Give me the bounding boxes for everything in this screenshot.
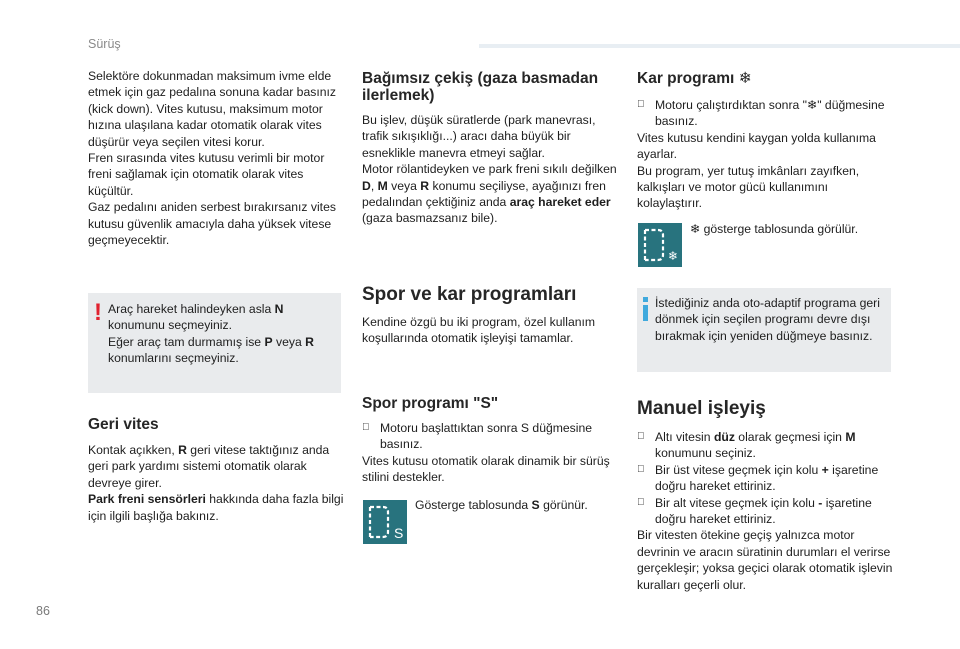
warning-line-1: Araç hareket halindeyken asla N konumunu seçmeyiniz.	[108, 302, 284, 333]
paragraph: Gaz pedalını aniden serbest bırakırsanız vites kutusu güvenlik amacıyla daha yüksek vitese geçmeyecektir.	[88, 200, 336, 248]
list-item: Altı vitesin düz olarak geçmesi için M konumunu seçiniz.	[655, 430, 856, 461]
header-divider-bar	[479, 44, 960, 48]
paragraph: Bu işlev, düşük süratlerde (park manevrası, trafik sıkışıklığı...) aracı daha büyük bir esneklikle manevra etmeyi sağlar.	[362, 113, 596, 160]
creep-text	[362, 112, 620, 227]
sport-display-caption: Gösterge tablosunda S görünür.	[415, 498, 588, 512]
paragraph: Vites kutusu kendini kaygan yolda kullanıma ayarlar.	[637, 130, 876, 162]
manual-mode-text	[637, 429, 895, 593]
snowflake-icon: ❄	[668, 249, 679, 263]
kick-down-text	[88, 68, 346, 248]
list-item: Bir üst vitese geçmek için kolu + işaretine doğru hareket ettiriniz.	[655, 462, 879, 494]
sport-mode-display-icon	[363, 500, 407, 544]
info-icon	[643, 297, 648, 321]
warning-text	[108, 301, 336, 367]
paragraph: Kendine özgü bu iki program, özel kullanım koşullarında otomatik işleyişi tamamlar.	[362, 315, 596, 346]
sport-program-heading: Spor programı "S"	[362, 395, 499, 412]
paragraph: Motor rölantideyken ve park freni sıkılı değilken D, M veya R konumu seçiliyse, ayağınızı fren pedalından çektiğiniz anda araç hareket eder (gaza basmazsanız bile).	[362, 162, 617, 226]
paragraph: Kontak açıkken, R geri vitese taktığınız anda geri park yardımı sistemi otomatik olarak devreye girer.	[88, 443, 330, 490]
snow-mode-display-icon	[638, 223, 682, 267]
sport-program-text	[362, 420, 620, 486]
snow-program-text	[637, 97, 895, 212]
warning-exclamation-icon: !	[94, 299, 102, 326]
snow-display-caption: ❄ gösterge tablosunda görülür.	[690, 222, 859, 236]
info-text: İstediğiniz anda oto-adaptif programa geri dönmek için seçilen programı devre dışı bırakmak için yeniden düğmeye basınız.	[655, 296, 880, 343]
manual-mode-heading: Manuel işleyiş	[637, 398, 766, 419]
warning-box	[88, 293, 341, 393]
reverse-gear-text	[88, 442, 346, 524]
list-item: Bir alt vitese geçmek için kolu - işaretine doğru hareket ettiriniz.	[655, 495, 872, 527]
warning-line-2: Eğer araç tam durmamış ise P veya R konumlarını seçmeyiniz.	[108, 334, 314, 366]
list-item: Motoru başlattıktan sonra S düğmesine basınız.	[380, 421, 593, 452]
reverse-gear-heading: Geri vites	[88, 416, 159, 433]
info-box	[637, 288, 891, 372]
list-item: Motoru çalıştırdıktan sonra "❄" düğmesine basınız.	[655, 98, 885, 129]
programs-text	[362, 314, 620, 347]
sport-mode-letter: S	[394, 525, 404, 541]
paragraph: Selektöre dokunmadan maksimum ivme elde etmek için gaz pedalına sonuna kadar basınız (kick down). Vites kutusu, maksimum motor hızına ulaşılana kadar otomatik olarak vites düşürür veya seçilen vitesi korur.	[88, 69, 336, 149]
page-number: 86	[36, 604, 50, 618]
paragraph: Park freni sensörleri hakkında daha fazla bilgi için ilgili başlığa bakınız.	[88, 492, 344, 523]
programs-heading: Spor ve kar programları	[362, 284, 577, 305]
snow-program-heading: Kar programı ❄	[637, 70, 752, 87]
paragraph: Fren sırasında vites kutusu verimli bir motor freni sağlamak için otomatik olarak vites küçültür.	[88, 151, 325, 198]
paragraph: Bir vitesten ötekine geçiş yalnızca motor devrinin ve aracın süratinin durumları el verirse gerçekleşir; yoksa geçici olarak otomatik işlevin kuralları geçerli olur.	[637, 528, 893, 592]
paragraph: Bu program, yer tutuş imkânları zayıfken, kalkışları ve motor gücü kullanımını kolaylaştırır.	[637, 163, 860, 211]
section-header: Sürüş	[88, 37, 121, 51]
paragraph: Vites kutusu otomatik olarak dinamik bir sürüş stilini destekler.	[362, 453, 610, 485]
creep-heading: Bağımsız çekiş (gaza basmadan ilerlemek)	[362, 70, 599, 104]
